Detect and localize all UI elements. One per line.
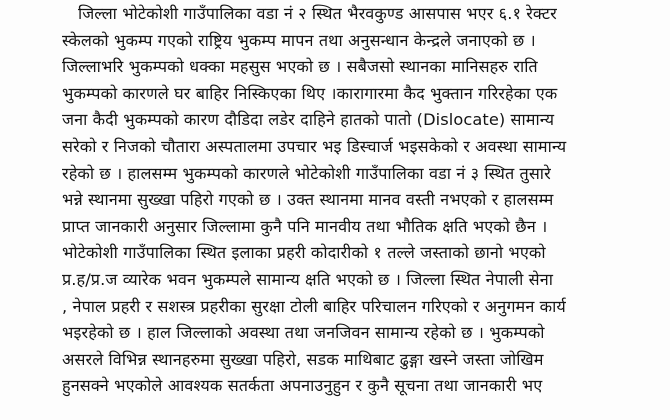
text-line-14: असरले विभिन्न स्थानहरुमा सुख्खा पहिरो, सडक माथिबाट ढुङ्गा खस्ने जस्ता जोखिम [62,349,544,369]
text-line-10: भोटेकोशी गाउँपालिका स्थित इलाका प्रहरी कोदारीको १ तल्ले जस्ताको छानो भएको [62,243,546,263]
text-line-6: सरेको र निजको चौतारा अस्पतालमा उपचार भइ डिस्चार्ज भइसकेको र अवस्था सामान्य [62,136,567,156]
text-line-11: प्र.ह/प्र.ज व्यारेक भवन भुकम्पले सामान्य क्षति भएको छ । जिल्ला स्थित नेपाली सेना [62,269,553,289]
text-line-8: भन्ने स्थानमा सुख्खा पहिरो गएको छ । उक्त स्थानमा मानव वस्ती नभएको र हालसम्म [62,190,554,210]
text-line-7: रहेको छ । हालसम्म भुकम्पको कारणले भोटेकोशी गाउँपालिका वडा नं ३ स्थित तुसारे [62,163,551,183]
text-line-4: भुकम्पको कारणले घर बाहिर निस्किएका थिए ।कारागारमा कैद भुक्तान गरिरहेका एक [62,83,558,103]
text-line-12: , नेपाल प्रहरी र सशस्त्र प्रहरीका सुरक्षा टोली बाहिर परिचालन गरिएको र अनुगमन कार्य [62,296,566,316]
text-line-9: प्राप्त जानकारी अनुसार जिल्लामा कुनै पनि मानवीय तथा भौतिक क्षति भएको छैन । [62,216,548,236]
text-line-1: जिल्ला भोटेकोशी गाउँपालिका वडा नं २ स्थित भैरवकुण्ड आसपास भएर ६.१ रेक्टर [78,4,557,23]
text-line-3: जिल्लाभरि भुकम्पको धक्का महसुस भएको छ । सबैजसो स्थानका मानिसहरु राति [62,57,538,77]
body-text [62,1,652,400]
text-line-5: जना कैदी भुकम्पको कारण दौडिदा लडेर दाहिने हातको पातो (Dislocate) सामान्य [62,110,555,130]
text-line-15: हुनसक्ने भएकोले आवश्यक सतर्कता अपनाउनुहुन र कुनै सूचना तथा जानकारी भए [62,376,543,396]
text-line-13: भइरहेको छ । हाल जिल्लाको अवस्था तथा जनजिवन सामान्य रहेको छ । भुकम्पको [62,323,545,343]
text-line-2: स्केलको भुकम्प गएको राष्ट्रिय भुकम्प मापन तथा अनुसन्धान केन्द्रले जनाएको छ । [62,30,536,50]
